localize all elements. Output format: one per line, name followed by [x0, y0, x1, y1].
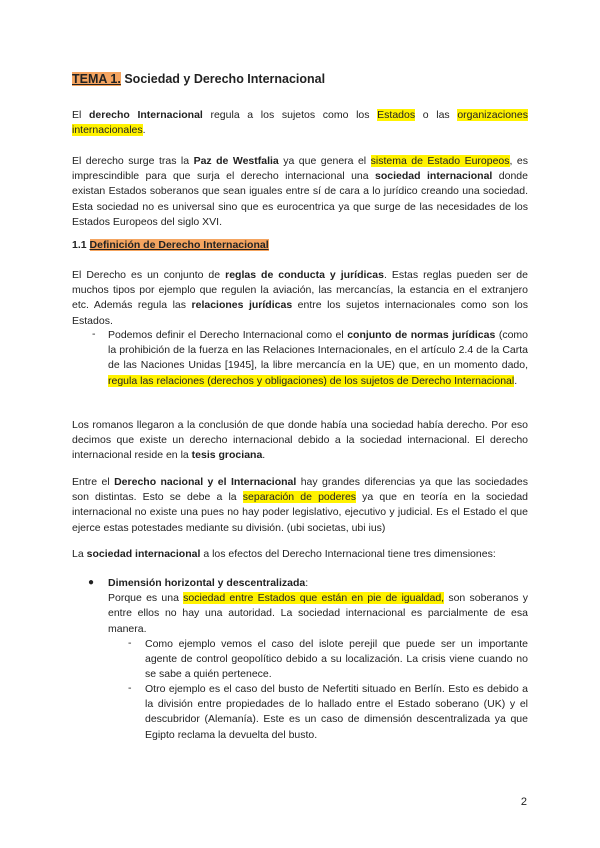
- highlight-organizaciones: organizaciones internacionales: [72, 109, 528, 137]
- section-heading: 1.1 Definición de Derecho Internacional: [72, 239, 269, 251]
- paragraph-intro: El derecho Internacional regula a los sujetos como los Estados o las organizaciones internacionales.: [72, 109, 528, 137]
- paragraph-westfalia: El derecho surge tras la Paz de Westfalia ya que genera el sistema de Estado Europeos, es imprescindible para que surja el derecho internacional una sociedad internacional donde existan Estados soberanos que sean iguales entre sí de cara a lo jurídico creando una sociedad. Esta sociedad no es universal sino que es eurocentrica ya que surge de las necesidades de los Estados Europeos del siglo XVI.: [72, 155, 528, 228]
- highlight-sociedad-estados: sociedad entre Estados que están en pie de igualdad,: [183, 592, 445, 605]
- bullet-icon: ●: [88, 577, 95, 588]
- dash-marker: -: [128, 637, 132, 649]
- chapter-number: TEMA 1.: [72, 72, 121, 86]
- page-number: 2: [520, 796, 527, 808]
- dash-marker: -: [92, 328, 96, 340]
- paragraph-nacional: Entre el Derecho nacional y el Internacional hay grandes diferencias ya que las sociedades son distintas. Esto se debe a la separación de poderes ya que en teoría en la sociedad internacional no existe una pues no hay poder legislativo, ejecutivo y judicial. Es el Estado el que ejerce estas potestades mediante su división. (ubi societas, ubi ius): [72, 476, 528, 534]
- chapter-title-text: Sociedad y Derecho Internacional: [124, 72, 326, 86]
- highlight-separacion: separación de poderes: [242, 491, 357, 504]
- list-item-horizontal: Dimensión horizontal y descentralizada: Porque es una sociedad entre Estados que están en pie de igualdad, son soberanos y entre ellos no hay una autoridad. La sociedad internacional es parcialmente de esa manera.: [108, 577, 528, 635]
- paragraph-definition: El Derecho es un conjunto de reglas de conducta y jurídicas. Estas reglas pueden ser de muchos tipos por ejemplo que regulen la aviación, las mercancías, la estancia en el extranjero etc. Además regula las relaciones jurídicas entre los sujetos internacionales como son los Estados.: [72, 269, 528, 327]
- chapter-title: [72, 72, 325, 86]
- list-item-definition: Podemos definir el Derecho Internacional como el conjunto de normas jurídicas (como la prohibición de la fuerza en las Relaciones Internacionales, en el artículo 2.4 de la Carta de las Naciones Unidas [1945], la libre mercancía en la UE) que, en un momento dado, regula las relaciones (derechos y obligaciones) de los sujetos de Derecho Internacional.: [108, 329, 529, 387]
- dash-marker: -: [128, 682, 132, 694]
- paragraph-romanos: Los romanos llegaron a la conclusión de que donde había una sociedad había derecho. Por eso decimos que existe un derecho internacional debido a la sociedad internacional. El derecho internacional reside en la tesis grociana.: [72, 419, 528, 462]
- sub-item-perejil: Como ejemplo vemos el caso del islote perejil que puede ser un importante agente de control geopolítico debido a su localización. La crisis viene cuando no se sabe a quién pertenece.: [145, 638, 528, 681]
- section-heading-text: Definición de Derecho Internacional: [89, 239, 269, 251]
- highlight-regula: regula las relaciones (derechos y obligaciones) de los sujetos de Derecho Internacional: [108, 374, 515, 387]
- paragraph-dimensiones: La sociedad internacional a los efectos del Derecho Internacional tiene tres dimensiones:: [72, 548, 496, 560]
- sub-item-nefertiti: Otro ejemplo es el caso del busto de Nefertiti situado en Berlín. Esto es debido a la división entre propiedades de lo hallado entre el Estado soberano (UK) y el descubridor (Alemanía). Este es un caso de dimensión descentralizada ya que Egipto reclama la devuelta del busto.: [145, 683, 528, 741]
- highlight-sistema: sistema de Estado Europeos: [370, 155, 510, 167]
- highlight-estados: Estados: [377, 109, 416, 121]
